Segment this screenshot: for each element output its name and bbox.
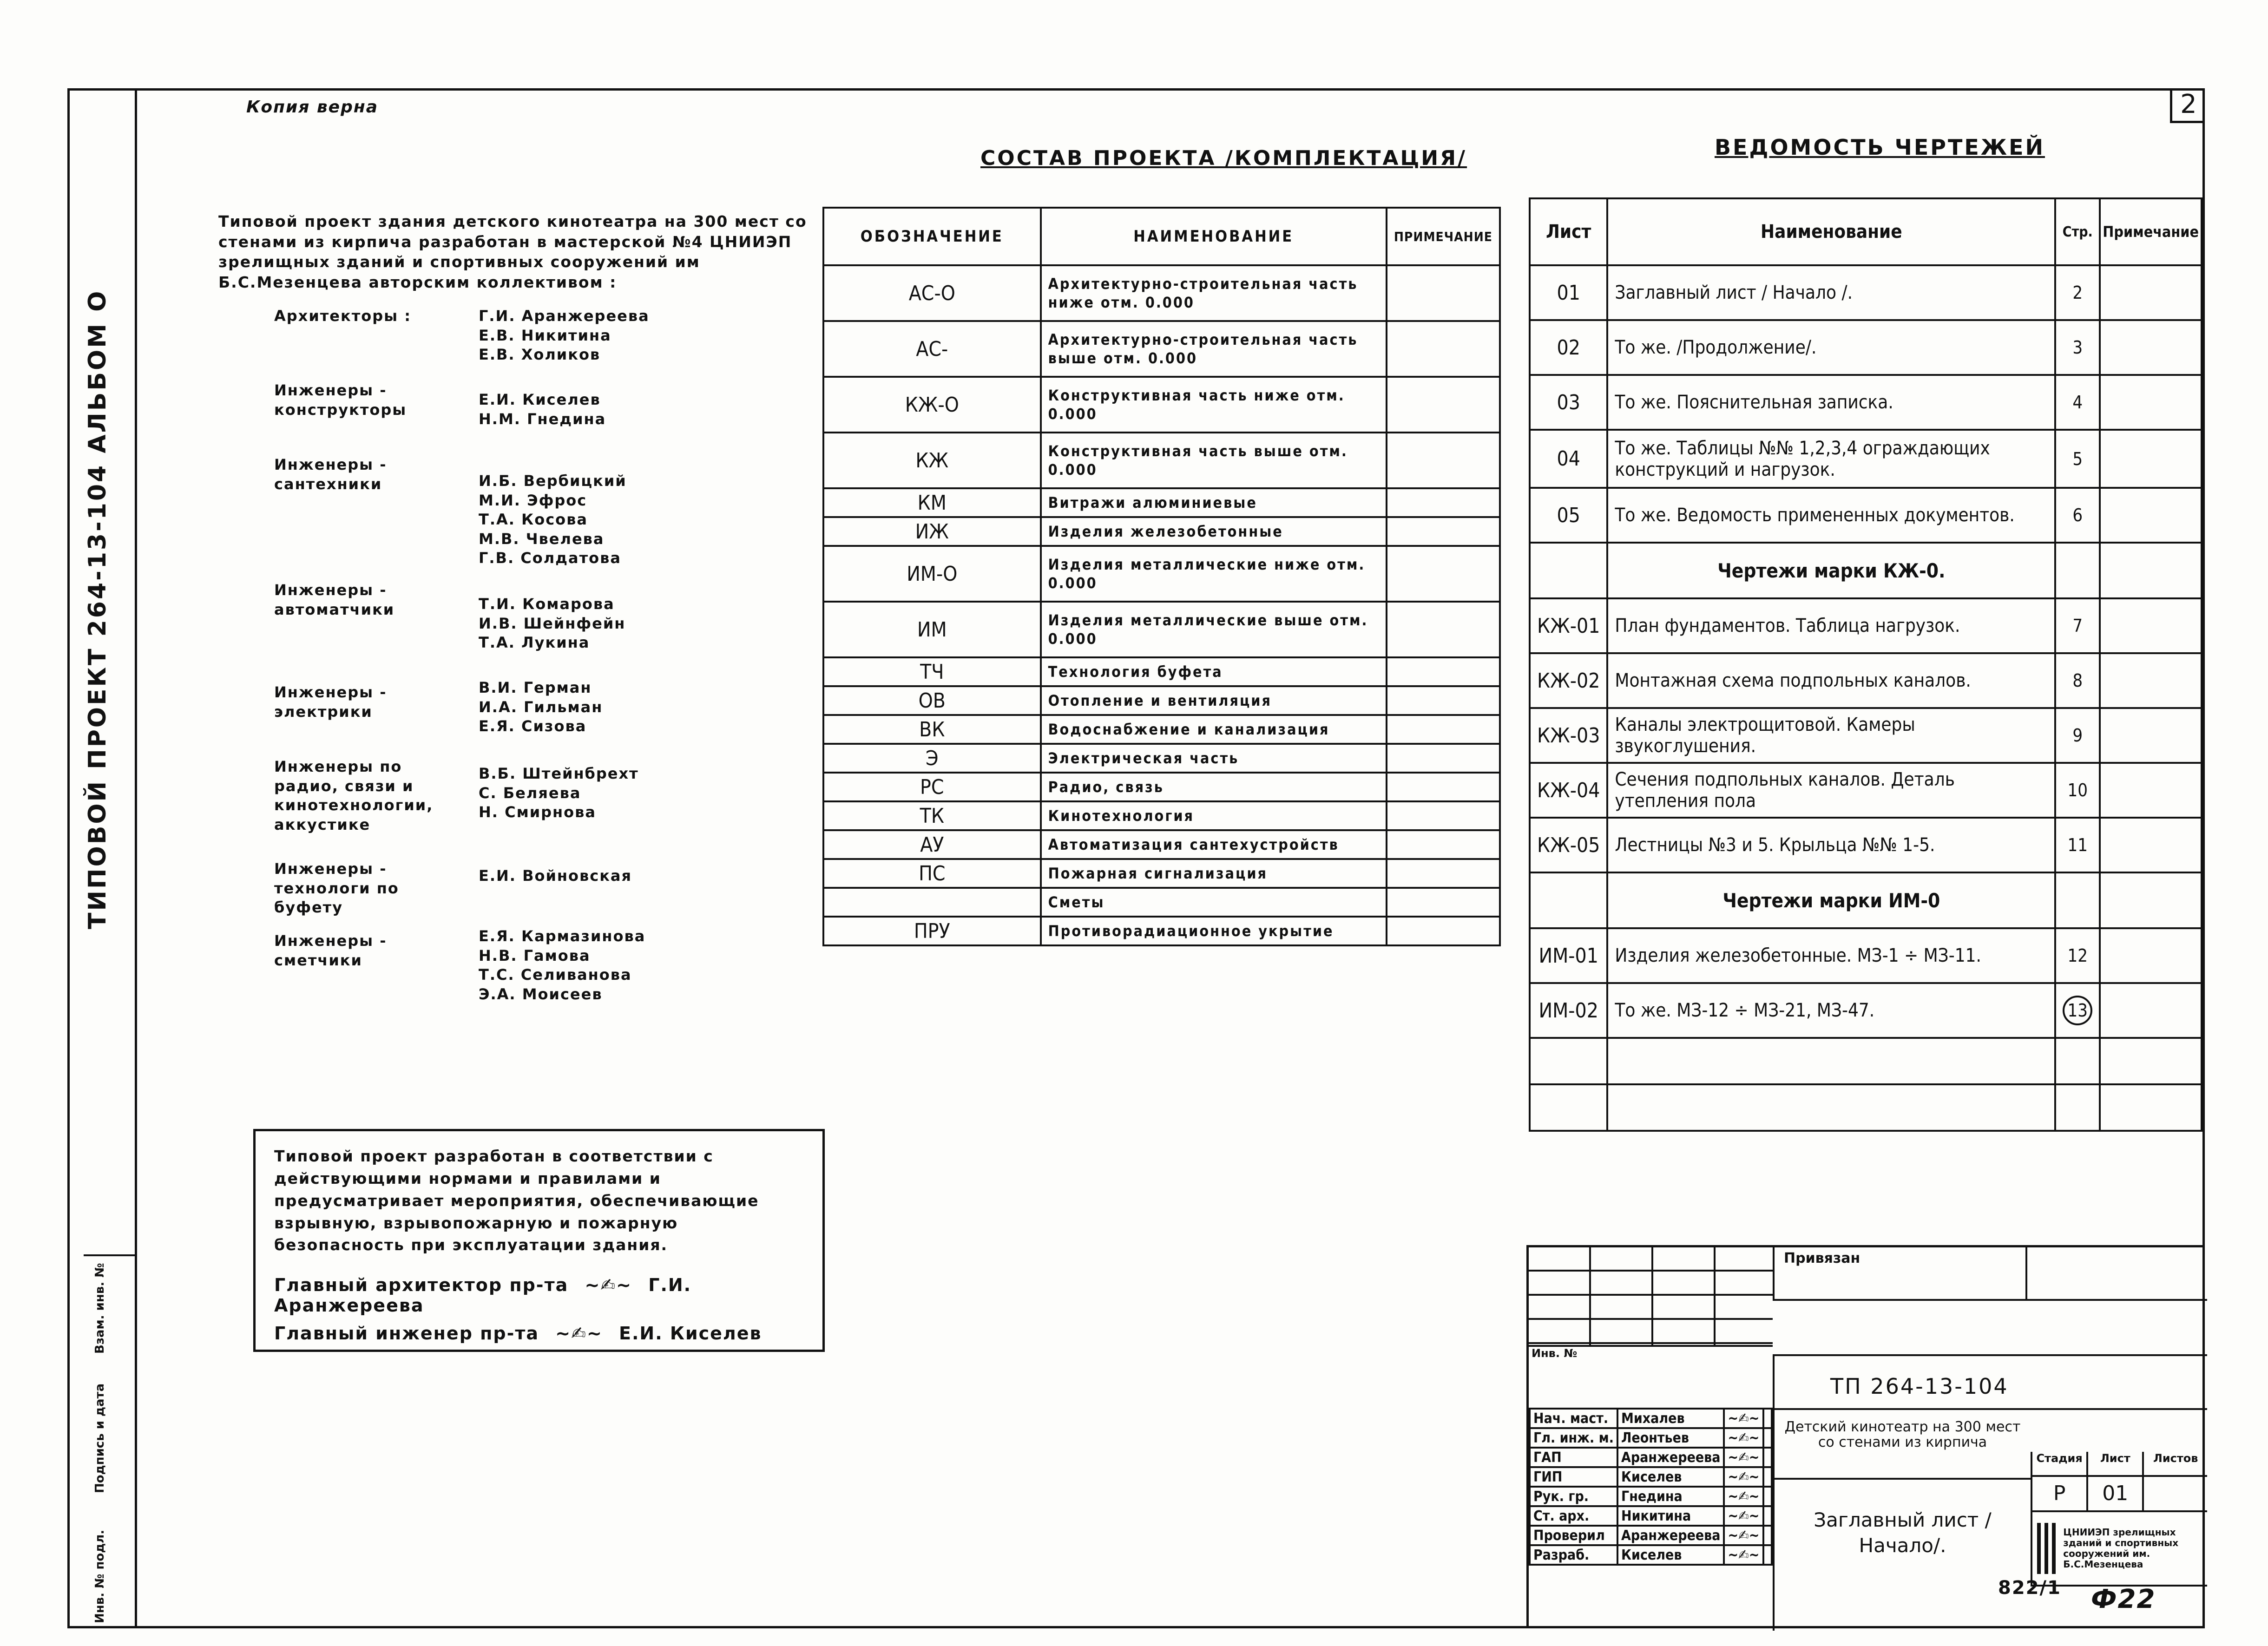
team-name: Т.А. Косова: [479, 511, 588, 529]
composition-code: АУ: [823, 830, 1041, 859]
drawings-row: [1530, 375, 2202, 430]
signer-name: Леонтьев: [1617, 1428, 1724, 1448]
team-role-plumbing: Инженеры - сантехники: [274, 456, 387, 493]
drawings-remark: [2100, 928, 2202, 983]
drawings-empty: [2100, 872, 2202, 928]
composition-name: Архитектурно-строительная часть выше отм. 0.000: [1041, 321, 1387, 377]
drawings-remark: [2100, 983, 2202, 1038]
drawings-section-row: [1530, 872, 2202, 928]
composition-note: [1387, 265, 1500, 321]
team-role-buffet: Инженеры - технологи по буфету: [274, 860, 399, 917]
signer-date: [1763, 1409, 1772, 1428]
composition-name: Электрическая часть: [1041, 744, 1387, 773]
composition-code: ВК: [823, 715, 1041, 744]
signature-icon: ~✍~: [1724, 1448, 1763, 1467]
archive-number: 822/1: [1998, 1577, 2061, 1599]
drawings-page: 12: [2055, 928, 2100, 983]
binding-stub: [84, 1254, 135, 1628]
team-name: Е.И. Войновская: [479, 867, 632, 885]
drawings-empty: [2055, 543, 2100, 598]
drawings-sheet: [1530, 1038, 1607, 1084]
composition-row: [823, 773, 1500, 801]
composition-row: [823, 265, 1500, 321]
drawings-remark: [2100, 265, 2202, 320]
composition-note: [1387, 744, 1500, 773]
drawings-page-circled: 13: [2063, 996, 2092, 1025]
sheet-value: 01: [2088, 1477, 2144, 1510]
signature-icon: ~✍~: [1724, 1506, 1763, 1526]
drawings-section-row: [1530, 543, 2202, 598]
drawings-remark: [2100, 1084, 2202, 1131]
team-role-radio: Инженеры по радио, связи и кинотехнологии, аккустике: [274, 758, 434, 833]
composition-name: Архитектурно-строительная часть ниже отм. 0.000: [1041, 265, 1387, 321]
composition-row: [823, 715, 1500, 744]
signer-role: Рук. гр.: [1530, 1487, 1617, 1506]
org-logo-icon: [2037, 1523, 2058, 1574]
drawings-page: [2055, 1084, 2100, 1131]
signer-date: [1763, 1467, 1772, 1487]
team-name: С. Беляева: [479, 784, 581, 802]
drawings-page: 11: [2055, 818, 2100, 872]
composition-row: [823, 377, 1500, 433]
composition-name: Автоматизация сантехустройств: [1041, 830, 1387, 859]
stage-header-row: [2031, 1452, 2207, 1475]
composition-code: ПРУ: [823, 917, 1041, 945]
signature-icon: ~✍~: [1724, 1409, 1763, 1428]
drawings-name: То же. Ведомость примененных документов.: [1607, 488, 2055, 543]
composition-note: [1387, 377, 1500, 433]
drawings-sheet: КЖ-05: [1530, 818, 1607, 872]
col-sheet: Лист: [1530, 198, 1607, 265]
drawings-sheet: КЖ-01: [1530, 598, 1607, 653]
bound-cell: [1773, 1247, 2207, 1301]
signature-icon: ~✍~: [1724, 1467, 1763, 1487]
composition-note: [1387, 321, 1500, 377]
drawings-remark: [2100, 320, 2202, 375]
drawings-section-title: Чертежи марки ИМ-0: [1607, 872, 2055, 928]
composition-name: Отопление и вентиляция: [1041, 686, 1387, 715]
drawings-sheet: КЖ-03: [1530, 708, 1607, 763]
signer-row: [1530, 1545, 1772, 1565]
chief-architect-line: [274, 1275, 804, 1316]
chief-architect-label: Главный архитектор пр-та: [274, 1275, 569, 1296]
signer-name: Аранжереева: [1617, 1448, 1724, 1467]
drawings-remark: [2100, 653, 2202, 708]
team-role-estimators: Инженеры - сметчики: [274, 932, 387, 969]
stub-label-sign: Подпись и дата: [93, 1383, 107, 1493]
signer-role: ГАП: [1530, 1448, 1617, 1467]
title-block: [1526, 1245, 2205, 1628]
team-names-radio: [479, 764, 639, 822]
copy-note: Копия верна: [246, 98, 379, 117]
team-name: Е.В. Холиков: [479, 346, 601, 364]
composition-note: [1387, 657, 1500, 686]
team-names-electricians: [479, 678, 603, 736]
team-name: Н. Смирнова: [479, 803, 596, 821]
team-name: В.Б. Штейнбрехт: [479, 765, 639, 782]
signer-role: Разраб.: [1530, 1545, 1617, 1565]
drawings-row: [1530, 265, 2202, 320]
composition-note: [1387, 546, 1500, 602]
composition-note: [1387, 859, 1500, 888]
signers-table: [1529, 1408, 1773, 1566]
signature-icon: ~✍~: [1724, 1545, 1763, 1565]
composition-code: ОВ: [823, 686, 1041, 715]
sheet-number-box: [2170, 88, 2205, 123]
drawings-name: То же. МЗ-12 ÷ МЗ-21, МЗ-47.: [1607, 983, 2055, 1038]
drawings-empty: [2100, 543, 2202, 598]
drawings-page: 2: [2055, 265, 2100, 320]
composition-row: [823, 602, 1500, 657]
composition-code: КМ: [823, 488, 1041, 517]
drawings-page: [2055, 1038, 2100, 1084]
drawings-empty: [1530, 543, 1607, 598]
composition-table: [822, 207, 1501, 946]
composition-code: ТЧ: [823, 657, 1041, 686]
signer-role: ГИП: [1530, 1467, 1617, 1487]
drawings-table: [1529, 197, 2202, 1132]
drawings-sheet: КЖ-04: [1530, 763, 1607, 818]
team-names-automation: [479, 595, 625, 653]
team-names-architects: [479, 307, 650, 365]
team-names-estimators: [479, 927, 645, 1004]
signer-row: [1530, 1409, 1772, 1428]
drawings-sheet: 05: [1530, 488, 1607, 543]
signer-name: Гнедина: [1617, 1487, 1724, 1506]
drawings-row: [1530, 1038, 2202, 1084]
composition-name: Сметы: [1041, 888, 1387, 917]
drawings-row: [1530, 488, 2202, 543]
drawings-name: [1607, 1084, 2055, 1131]
stub-label-inv: Инв. № подл.: [93, 1529, 107, 1623]
stamp-number: Ф22: [2091, 1584, 2156, 1614]
drawings-page: 4: [2055, 375, 2100, 430]
drawings-empty: [2055, 872, 2100, 928]
composition-row: [823, 859, 1500, 888]
signer-role: Гл. инж. м.: [1530, 1428, 1617, 1448]
sheet-title: Заглавный лист /Начало/.: [1773, 1480, 2031, 1631]
drawings-sheet: 04: [1530, 430, 1607, 488]
composition-title: СОСТАВ ПРОЕКТА /КОМПЛЕКТАЦИЯ/: [980, 146, 1467, 170]
team-names-plumbing: [479, 472, 627, 568]
drawings-remark: [2100, 1038, 2202, 1084]
col-name: НАИМЕНОВАНИЕ: [1041, 208, 1387, 265]
signer-date: [1763, 1487, 1772, 1506]
stage-value: Р: [2032, 1477, 2088, 1510]
composition-code: КЖ: [823, 433, 1041, 488]
team-name: И.В. Шейнфейн: [479, 614, 626, 632]
drawings-name: Сечения подпольных каналов. Деталь утепления пола: [1607, 763, 2055, 818]
composition-note: [1387, 488, 1500, 517]
stage-header: Стадия: [2032, 1452, 2088, 1475]
drawings-remark: [2100, 430, 2202, 488]
drawings-name: Монтажная схема подпольных каналов.: [1607, 653, 2055, 708]
drawings-page: 6: [2055, 488, 2100, 543]
sheets-header: Листов: [2153, 1452, 2198, 1465]
composition-name: Радио, связь: [1041, 773, 1387, 801]
stub-label-replace: Взам. инв. №: [93, 1263, 107, 1354]
composition-code: ИЖ: [823, 517, 1041, 546]
composition-note: [1387, 917, 1500, 945]
col-note: ПРИМЕЧАНИЕ: [1387, 208, 1500, 265]
composition-name: Изделия железобетонные: [1041, 517, 1387, 546]
drawings-section-title: Чертежи марки КЖ-0.: [1607, 543, 2055, 598]
composition-row: [823, 801, 1500, 830]
drawings-row: [1530, 320, 2202, 375]
drawings-row: [1530, 928, 2202, 983]
drawings-sheet: ИМ-02: [1530, 983, 1607, 1038]
drawings-remark: [2100, 818, 2202, 872]
drawings-row: [1530, 983, 2202, 1038]
drawings-row: [1530, 763, 2202, 818]
composition-code: ПС: [823, 859, 1041, 888]
signature-icon: ~✍~: [1724, 1428, 1763, 1448]
chief-architect-name: Г.И. Аранжереева: [274, 1275, 692, 1316]
drawings-page: 5: [2055, 430, 2100, 488]
team-name: М.И. Эфрос: [479, 491, 587, 509]
composition-header: [823, 208, 1500, 265]
team-name: Е.Я. Сизова: [479, 717, 587, 735]
signature-icon: ~✍~: [555, 1323, 603, 1344]
team-name: Е.И. Киселев: [479, 391, 601, 408]
composition-row: [823, 686, 1500, 715]
composition-row: [823, 744, 1500, 773]
team-role-architects: Архитекторы :: [274, 307, 412, 325]
composition-row: [823, 830, 1500, 859]
signer-date: [1763, 1545, 1772, 1565]
drawings-name: Лестницы №3 и 5. Крыльца №№ 1-5.: [1607, 818, 2055, 872]
composition-code: АС-: [823, 321, 1041, 377]
inv-label: Инв. №: [1529, 1345, 1773, 1364]
drawings-name: Заглавный лист / Начало /.: [1607, 265, 2055, 320]
drawings-row: [1530, 1084, 2202, 1131]
drawings-name: То же. Пояснительная записка.: [1607, 375, 2055, 430]
signer-name: Михалев: [1617, 1409, 1724, 1428]
composition-code: РС: [823, 773, 1041, 801]
team-name: И.А. Гильман: [479, 698, 603, 716]
grid-cells: [1529, 1247, 1773, 1345]
intro-text: Типовой проект здания детского кинотеатра на 300 мест со стенами из кирпича разработан в мастерской №4 ЦНИИЭП зрелищных зданий и спортивных сооружений им Б.С.Мезенцева авторским коллективом :: [218, 212, 807, 291]
signer-role: Ст. арх.: [1530, 1506, 1617, 1526]
team-name: М.В. Чвелева: [479, 530, 605, 548]
project-code: ТП 264-13-104: [1830, 1374, 2009, 1399]
composition-name: Пожарная сигнализация: [1041, 859, 1387, 888]
composition-name: Технология буфета: [1041, 657, 1387, 686]
composition-name: Изделия металлические ниже отм. 0.000: [1041, 546, 1387, 602]
signature-icon: ~✍~: [585, 1275, 632, 1296]
drawings-page: 9: [2055, 708, 2100, 763]
composition-row: [823, 488, 1500, 517]
composition-row: [823, 888, 1500, 917]
composition-note: [1387, 602, 1500, 657]
drawings-row: [1530, 708, 2202, 763]
project-code-cell: [1773, 1354, 2207, 1410]
sheet-header: Лист: [2088, 1452, 2144, 1475]
sheet-number: 2: [2180, 89, 2197, 119]
drawings-name: То же. /Продолжение/.: [1607, 320, 2055, 375]
signer-name: Киселев: [1617, 1467, 1724, 1487]
drawings-title: ВЕДОМОСТЬ ЧЕРТЕЖЕЙ: [1715, 135, 2045, 160]
drawings-name: План фундаментов. Таблица нагрузок.: [1607, 598, 2055, 653]
composition-code: КЖ-О: [823, 377, 1041, 433]
composition-note: [1387, 433, 1500, 488]
composition-code: ИМ-О: [823, 546, 1041, 602]
team-name: Г.В. Солдатова: [479, 549, 621, 567]
drawings-remark: [2100, 375, 2202, 430]
col-remark: Примечание: [2100, 198, 2202, 265]
composition-note: [1387, 888, 1500, 917]
compliance-box: [253, 1129, 825, 1352]
sheets-value: [2144, 1477, 2207, 1510]
col-page: Стр.: [2055, 198, 2100, 265]
chief-engineer-label: Главный инженер пр-та: [274, 1323, 539, 1344]
composition-code: ИМ: [823, 602, 1041, 657]
stage-value-row: [2031, 1475, 2207, 1512]
signer-date: [1763, 1506, 1772, 1526]
composition-name: Кинотехнология: [1041, 801, 1387, 830]
team-names-buffet: [479, 866, 632, 886]
signature-icon: ~✍~: [1724, 1526, 1763, 1545]
drawings-remark: [2100, 598, 2202, 653]
team-name: Е.В. Никитина: [479, 326, 611, 344]
col-code: ОБОЗНАЧЕНИЕ: [823, 208, 1041, 265]
signer-row: [1530, 1487, 1772, 1506]
bound-label: Привязан: [1784, 1250, 1860, 1266]
team-name: И.Б. Вербицкий: [479, 472, 627, 490]
drawings-remark: [2100, 708, 2202, 763]
signer-role: Проверил: [1530, 1526, 1617, 1545]
signer-row: [1530, 1428, 1772, 1448]
team-name: Н.В. Гамова: [479, 946, 591, 964]
signer-name: Никитина: [1617, 1506, 1724, 1526]
binding-title: ТИПОВОЙ ПРОЕКТ 264-13-104 АЛЬБОМ О: [84, 289, 112, 929]
composition-name: Противорадиационное укрытие: [1041, 917, 1387, 945]
signer-date: [1763, 1448, 1772, 1467]
composition-row: [823, 546, 1500, 602]
drawings-row: [1530, 598, 2202, 653]
signer-row: [1530, 1448, 1772, 1467]
drawings-remark: [2100, 763, 2202, 818]
col-title: Наименование: [1607, 198, 2055, 265]
drawings-page: 3: [2055, 320, 2100, 375]
signer-row: [1530, 1506, 1772, 1526]
composition-name: Изделия металлические выше отм. 0.000: [1041, 602, 1387, 657]
drawings-sheet: [1530, 1084, 1607, 1131]
composition-row: [823, 517, 1500, 546]
team-names-constructors: [479, 390, 606, 429]
drawings-empty: [1530, 872, 1607, 928]
composition-code: АС-О: [823, 265, 1041, 321]
drawings-sheet: 01: [1530, 265, 1607, 320]
signer-name: Аранжереева: [1617, 1526, 1724, 1545]
org-name: ЦНИИЭП зрелищных зданий и спортивных сооружений им. Б.С.Мезенцева: [2063, 1527, 2179, 1570]
composition-name: Конструктивная часть ниже отм. 0.000: [1041, 377, 1387, 433]
composition-name: Витражи алюминиевые: [1041, 488, 1387, 517]
composition-note: [1387, 715, 1500, 744]
drawings-sheet: 03: [1530, 375, 1607, 430]
drawings-row: [1530, 818, 2202, 872]
composition-name: Конструктивная часть выше отм. 0.000: [1041, 433, 1387, 488]
drawings-name: Каналы электрощитовой. Камеры звукоглушения.: [1607, 708, 2055, 763]
team-name: Е.Я. Кармазинова: [479, 927, 646, 945]
signer-row: [1530, 1526, 1772, 1545]
org-stamp: [2031, 1512, 2207, 1587]
drawings-row: [1530, 430, 2202, 488]
chief-engineer-name: Е.И. Киселев: [619, 1323, 762, 1344]
signer-date: [1763, 1526, 1772, 1545]
composition-name: Водоснабжение и канализация: [1041, 715, 1387, 744]
drawings-page: 7: [2055, 598, 2100, 653]
signer-row: [1530, 1467, 1772, 1487]
signer-date: [1763, 1428, 1772, 1448]
signer-role: Нач. маст.: [1530, 1409, 1617, 1428]
drawings-page: [2055, 983, 2100, 1038]
composition-row: [823, 321, 1500, 377]
chief-engineer-line: [274, 1323, 804, 1344]
composition-note: [1387, 830, 1500, 859]
drawings-remark: [2100, 488, 2202, 543]
composition-note: [1387, 517, 1500, 546]
team-name: Н.М. Гнедина: [479, 410, 606, 428]
team-name: В.И. Герман: [479, 679, 592, 696]
drawings-row: [1530, 653, 2202, 708]
drawings-page: 10: [2055, 763, 2100, 818]
drawings-name: [1607, 1038, 2055, 1084]
team-name: Г.И. Аранжереева: [479, 307, 650, 325]
signature-icon: ~✍~: [1724, 1487, 1763, 1506]
composition-code: Э: [823, 744, 1041, 773]
team-name: Э.А. Моисеев: [479, 985, 603, 1003]
team-name: Т.И. Комарова: [479, 595, 615, 613]
drawings-name: То же. Таблицы №№ 1,2,3,4 ограждающих конструкций и нагрузок.: [1607, 430, 2055, 488]
composition-note: [1387, 773, 1500, 801]
team-name: Т.С. Селиванова: [479, 966, 632, 984]
drawings-page: 8: [2055, 653, 2100, 708]
composition-row: [823, 433, 1500, 488]
project-name: Детский кинотеатр на 300 мест со стенами из кирпича: [1773, 1410, 2031, 1480]
divider: [2025, 1247, 2027, 1301]
team-role-electricians: Инженеры - электрики: [274, 683, 387, 721]
composition-row: [823, 917, 1500, 945]
team-role-constructors: Инженеры - конструкторы: [274, 381, 407, 419]
compliance-text: Типовой проект разработан в соответствии с действующими нормами и правилами и предусматривает мероприятия, обеспечивающие взрывную, взрывопожарную и пожарную безопасность при эксплуатации здания.: [274, 1147, 759, 1254]
composition-row: [823, 657, 1500, 686]
drawings-sheet: ИМ-01: [1530, 928, 1607, 983]
drawings-sheet: КЖ-02: [1530, 653, 1607, 708]
drawings-header: [1530, 198, 2202, 265]
composition-note: [1387, 801, 1500, 830]
team-role-automation: Инженеры - автоматчики: [274, 581, 395, 618]
composition-note: [1387, 686, 1500, 715]
drawings-sheet: 02: [1530, 320, 1607, 375]
drawings-name: Изделия железобетонные. МЗ-1 ÷ МЗ-11.: [1607, 928, 2055, 983]
team-name: Т.А. Лукина: [479, 634, 590, 652]
composition-code: [823, 888, 1041, 917]
composition-code: ТК: [823, 801, 1041, 830]
signer-name: Киселев: [1617, 1545, 1724, 1565]
